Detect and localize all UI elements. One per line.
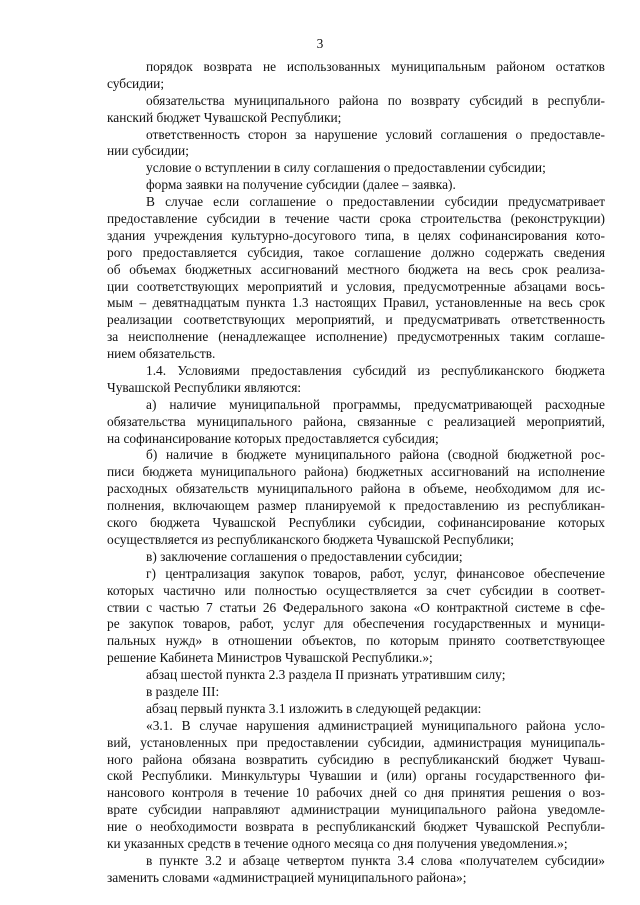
text-line: расходных обязательств муниципального района в объеме, необходимом для ис- — [107, 481, 605, 497]
text-line: полнения, включающем размер планируемой к предоставлению из республикан- — [107, 498, 605, 514]
text-line: г) централизация закупок товаров, работ, услуг, финансовое обеспечение — [146, 565, 605, 581]
text-line: решение Кабинета Министров Чувашской Республики.»; — [107, 650, 433, 666]
text-line: ответственность сторон за нарушение условий соглашения о предоставле- — [146, 126, 605, 142]
text-line: рого предоставляется субсидия, такое соглашение должно содержать сведения — [107, 244, 605, 260]
text-line: канский бюджет Чувашской Республики; — [107, 109, 342, 125]
text-line: пальных нужд» в отношении объектов, по которым принято соответствующее — [107, 633, 605, 649]
text-line: В случае если соглашение о предоставлении субсидии предусматривает — [146, 194, 605, 210]
text-line: ствии с частью 7 статьи 26 Федерального закона «О контрактной системе в сфе- — [107, 599, 605, 615]
text-line: ской Республики. Минкультуры Чувашии и (или) органы государственного фи- — [107, 768, 605, 784]
text-line: Чувашской Республики являются: — [107, 379, 302, 395]
text-line: обязательства муниципального района, связанные с реализацией мероприятий, — [107, 413, 605, 429]
text-line: в разделе III: — [146, 683, 220, 699]
text-line: форма заявки на получение субсидии (далее – заявка). — [146, 177, 456, 193]
text-line: предоставление субсидии в течение части срока строительства (реконструкции) — [107, 211, 605, 227]
text-line: вий, установленных при предоставлении субсидии, администрация муниципаль- — [107, 734, 605, 750]
text-line: мым – девятнадцатым пункта 1.3 настоящих Правил, установленные на весь срок — [107, 295, 605, 311]
text-line: нансового контроля в течение 10 рабочих дней со дня принятия решения о воз- — [107, 785, 605, 801]
text-line: «3.1. В случае нарушения администрацией муниципального района усло- — [146, 717, 605, 733]
text-line: а) наличие муниципальной программы, предусматривающей расходные — [146, 396, 605, 412]
text-line: ского бюджета Чувашской Республики субсидии, софинансирование которых — [107, 515, 605, 531]
text-line: ции соответствующих мероприятий и условия, предусмотренные абзацами вось- — [107, 278, 605, 294]
text-line: порядок возврата не использованных муниципальным районом остатков — [146, 59, 605, 74]
text-line: абзац первый пункта 3.1 изложить в следующей редакции: — [146, 700, 482, 716]
text-line: ре закупок товаров, работ, услуг для обеспечения государственных и муници- — [107, 616, 605, 632]
text-line: писи бюджета муниципального района) бюджетных ассигнований на исполнение — [107, 464, 605, 480]
text-line: ние о необходимости возврата в республиканский бюджет Чувашской Республи- — [107, 819, 605, 835]
page-number: 3 — [316, 36, 324, 51]
text-line: об объемах бюджетных ассигнований местного бюджета на весь срок реализа- — [107, 261, 605, 277]
text-line: заменить словами «администрацией муниципального района»; — [107, 869, 467, 885]
text-line: в) заключение соглашения о предоставлении субсидии; — [146, 548, 463, 564]
text-line: на софинансирование которых предоставляется субсидия; — [107, 430, 439, 446]
document-body — [107, 59, 605, 887]
text-line: реализации соответствующих мероприятий, и предусматривать ответственность — [107, 312, 605, 328]
text-line: ки указанных средств в течение одного месяца со дня получения уведомления.»; — [107, 835, 568, 851]
text-line: врате субсидии направляют администрации муниципального района уведомле- — [107, 802, 605, 818]
text-line: которых частично или полностью осуществляется за счет субсидии в соответ- — [107, 582, 605, 598]
text-line: ного района обязана возвратить субсидию в республиканский бюджет Чуваш- — [107, 751, 605, 767]
text-line: здания учреждения культурно-досугового типа, в целях софинансирования кото- — [107, 227, 605, 243]
text-line: осуществляется из республиканского бюджета Чувашской Республики; — [107, 531, 515, 547]
text-line: в пункте 3.2 и абзаце четвертом пункта 3.4 слова «получателем субсидии» — [146, 852, 605, 868]
text-line: условие о вступлении в силу соглашения о предоставлении субсидии; — [146, 160, 546, 176]
text-line: б) наличие в бюджете муниципального района (сводной бюджетной рос- — [146, 447, 605, 463]
text-line: абзац шестой пункта 2.3 раздела II признать утратившим силу; — [146, 667, 506, 683]
text-line: за неисполнение (ненадлежащее исполнение) предусмотренных таким соглаше- — [107, 329, 605, 345]
text-line: субсидии; — [107, 75, 165, 91]
text-line: нием обязательств. — [107, 346, 216, 362]
text-line: 1.4. Условиями предоставления субсидий из республиканского бюджета — [146, 363, 605, 379]
text-line: нии субсидии; — [107, 143, 189, 159]
text-line: обязательства муниципального района по возврату субсидий в республи- — [146, 92, 605, 108]
